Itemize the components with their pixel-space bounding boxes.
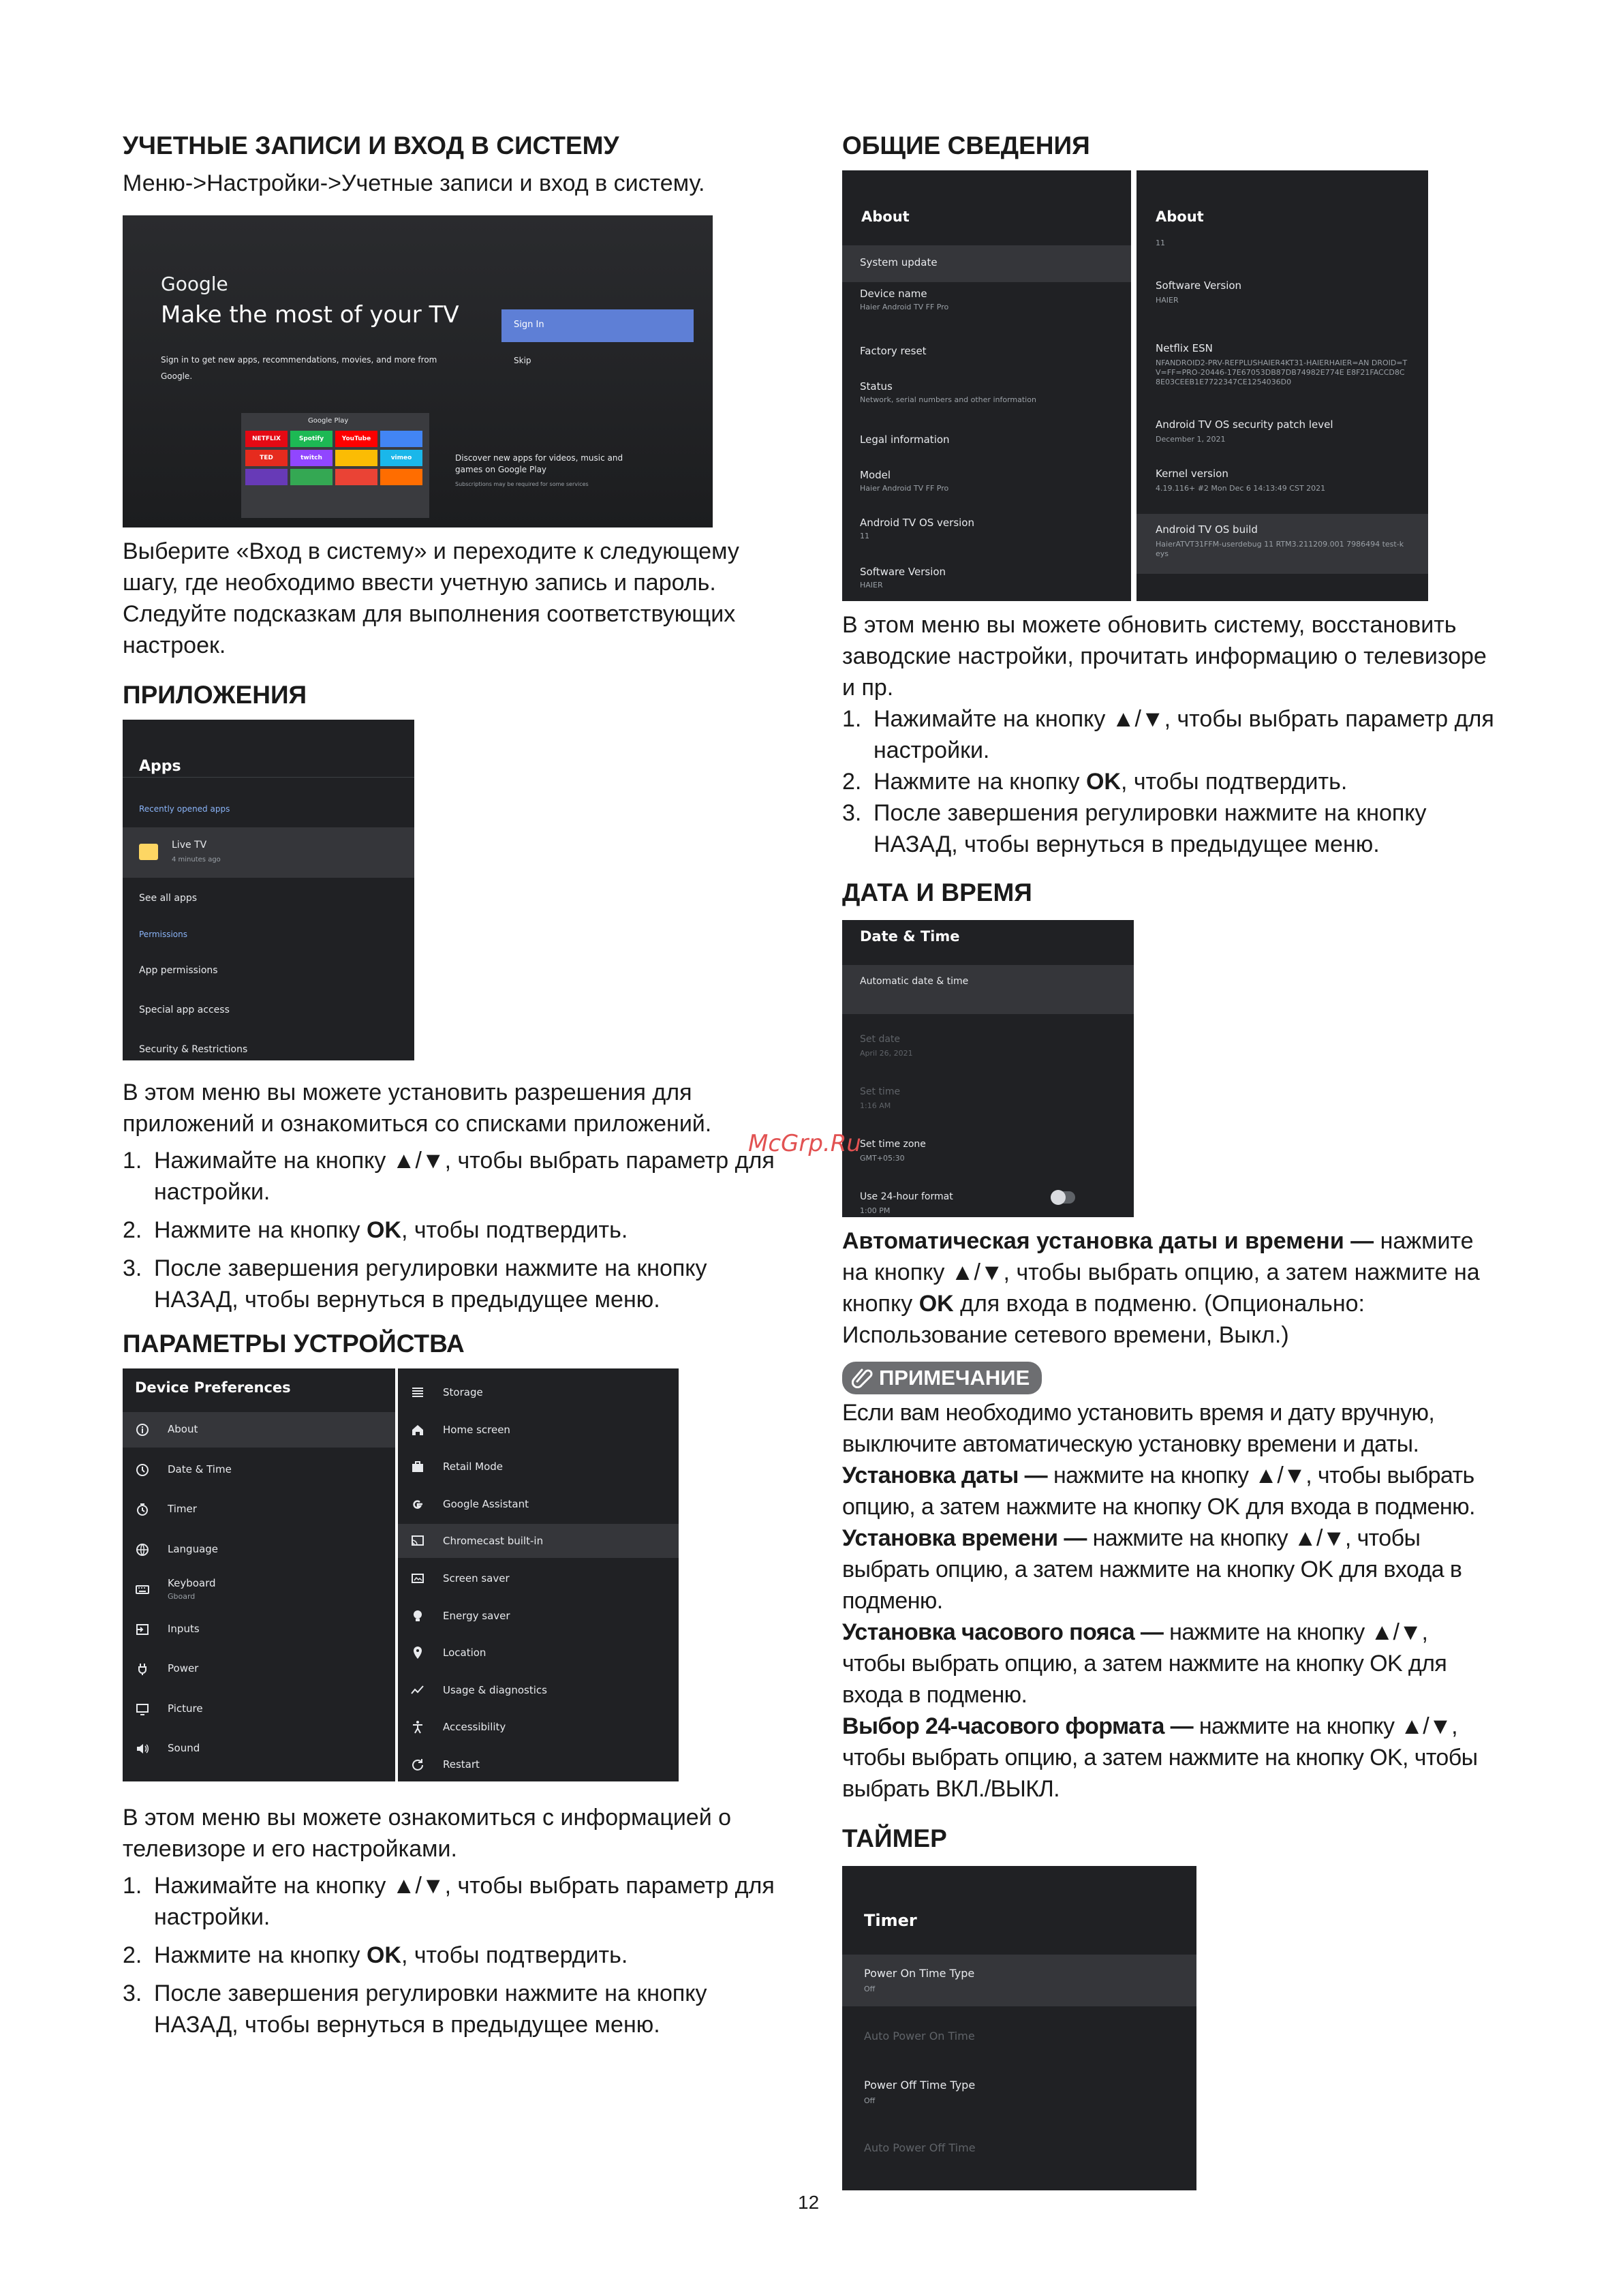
app-tile — [380, 431, 422, 447]
device-pref-item-language[interactable] — [123, 1532, 395, 1567]
device-pref-item-screen-saver[interactable] — [398, 1561, 679, 1595]
device-pref-item-inputs[interactable] — [123, 1612, 395, 1647]
see-all-apps[interactable]: See all apps — [139, 893, 198, 904]
app-tile — [380, 469, 422, 485]
device-pref-label: Timer — [168, 1503, 197, 1515]
storage-icon — [410, 1385, 425, 1400]
page-number: 12 — [798, 2192, 820, 2213]
auto-date-time-paragraph: Автоматическая установка даты и времени — нажмите на кнопку ▲/▼, чтобы выбрать опцию, а затем нажмите на кнопку OK для входа в подменю. (Опционально: Использование сетевого времени, Выкл.) — [842, 1228, 1480, 1348]
device-pref-item-storage[interactable] — [398, 1375, 679, 1409]
device-pref-label: Screen saver — [443, 1572, 510, 1585]
date-time-item-use-24-hour-format[interactable] — [842, 1175, 1134, 1217]
date-time-item-set-date — [842, 1017, 1134, 1067]
device-pref-item-timer[interactable] — [123, 1492, 395, 1527]
device-pref-item-usage-diagnostics[interactable] — [398, 1673, 679, 1707]
app-tile: TED — [245, 450, 288, 466]
monitor-icon — [135, 1702, 150, 1717]
app-tile: YouTube — [335, 431, 377, 447]
device-preferences-left-screen — [123, 1368, 395, 1781]
graph-icon — [410, 1683, 425, 1698]
timer-item-label: Power On Time Type — [864, 1967, 975, 1980]
heading-accounts: УЧЕТНЫЕ ЗАПИСИ И ВХОД В СИСТЕМУ — [123, 132, 619, 159]
accounts-description: Выберите «Вход в систему» и переходите к следующему шагу, где необходимо ввести учетную запись и пароль. Следуйте подсказкам для выполнения соответствующих настроек. — [123, 538, 739, 658]
device-pref-item-chromecast-built-in[interactable] — [398, 1524, 679, 1558]
about-item-system-update[interactable] — [842, 245, 1131, 282]
about-item-device-name[interactable] — [842, 282, 1131, 316]
date-time-item-set-time-zone[interactable] — [842, 1122, 1134, 1172]
about-info-android-tv-os-security-patch-level[interactable] — [1137, 409, 1428, 450]
apps-screen — [123, 720, 414, 1060]
about-item-legal-information[interactable] — [842, 423, 1131, 457]
right-column — [842, 128, 1496, 2190]
date-time-item-label: Set time — [860, 1086, 901, 1097]
about-item-label: Factory reset — [860, 345, 927, 357]
permissions-header: Permissions — [139, 930, 187, 939]
globe-icon — [135, 1542, 150, 1557]
screenshot-timer — [842, 1866, 1196, 2190]
home-icon — [410, 1422, 425, 1437]
date-time-item-label: Automatic date & time — [860, 976, 969, 987]
cast-icon — [410, 1533, 425, 1548]
about-item-sub: 11 — [860, 532, 869, 540]
device-pref-label: Google Assistant — [443, 1497, 529, 1510]
paperclip-icon — [852, 1368, 875, 1388]
heading-timer: ТАЙМЕР — [842, 1824, 947, 1852]
app-tile-grid — [245, 431, 427, 485]
app-permissions-item[interactable]: App permissions — [139, 965, 218, 976]
date-time-item-label: Set date — [860, 1034, 901, 1045]
device-pref-label: Accessibility — [443, 1721, 506, 1734]
subscriptions-text: Subscriptions may be required for some services — [455, 481, 589, 487]
device-pref-label: Keyboard — [168, 1577, 216, 1589]
heading-device-preferences: ПАРАМЕТРЫ УСТРОЙСТВА — [123, 1330, 465, 1358]
device-pref-label: Location — [443, 1647, 486, 1659]
about-item-software-version[interactable] — [842, 560, 1131, 594]
timer-item-sub: Off — [864, 2096, 876, 2105]
device-step-1: 1. Нажимайте на кнопку ▲/▼, чтобы выбрать параметр для настройки. — [123, 1873, 775, 1930]
info-icon — [135, 1422, 150, 1437]
google-signin-screen — [123, 215, 713, 527]
about-info-software-version[interactable] — [1137, 270, 1428, 311]
device-pref-label: About — [168, 1423, 198, 1435]
app-tile: vimeo — [380, 450, 422, 466]
about-item-label: Model — [860, 469, 891, 481]
timer-screen — [842, 1866, 1196, 2190]
about-step-2: 2. Нажмите на кнопку OK, чтобы подтвердить. — [842, 769, 1348, 795]
timer-item-label: Auto Power On Time — [864, 2030, 975, 2042]
timer-item-sub: Off — [864, 1985, 876, 1993]
about-top-sub: 11 — [1156, 239, 1165, 247]
about-info-value: 4.19.116+ #2 Mon Dec 6 14:13:49 CST 2021 — [1156, 484, 1326, 493]
date-time-setting-1: Установка даты — нажмите на кнопку ▲/▼, чтобы выбрать опцию, а затем нажмите на кнопку OK для входа в подменю. — [842, 1463, 1475, 1520]
signin-text: Sign in to get new apps, recommendations, movies, and more from Google. — [161, 355, 437, 381]
device-pref-item-location[interactable] — [398, 1636, 679, 1670]
timer-item-power-on-time-type[interactable] — [842, 1955, 1196, 2006]
device-pref-item-sound[interactable] — [123, 1731, 395, 1766]
about-item-status[interactable] — [842, 375, 1131, 409]
heading-date-time: ДАТА И ВРЕМЯ — [842, 878, 1032, 906]
about-info-value: HAIER — [1156, 296, 1179, 305]
date-time-title: Date & Time — [860, 928, 960, 945]
about-info-label: Netflix ESN — [1156, 342, 1213, 354]
toggle-knob — [1051, 1190, 1066, 1205]
device-pref-label: Language — [168, 1542, 219, 1555]
bulb-icon — [410, 1608, 425, 1623]
device-pref-label: Sound — [168, 1742, 200, 1754]
device-pref-label: Chromecast built-in — [443, 1535, 544, 1548]
app-tile — [290, 469, 333, 485]
watermark: McGrp.Ru — [748, 1130, 861, 1157]
apps-description: В этом меню вы можете установить разрешения для приложений и ознакомиться со списками приложений. — [123, 1080, 712, 1137]
power-plug-icon — [135, 1662, 150, 1677]
about-item-android-tv-os-version[interactable] — [842, 511, 1131, 545]
24-hour-toggle[interactable] — [1051, 1191, 1075, 1204]
about-step-1: 1. Нажимайте на кнопку ▲/▼, чтобы выбрать параметр для настройки. — [842, 706, 1494, 763]
device-pref-label: Restart — [443, 1758, 480, 1771]
speaker-icon — [135, 1741, 150, 1756]
restart-icon — [410, 1757, 425, 1772]
about-step-3: 3. После завершения регулировки нажмите на кнопку НАЗАД, чтобы вернуться в предыдущее меню. — [842, 800, 1427, 857]
device-pref-item-date-time[interactable] — [123, 1452, 395, 1488]
device-pref-item-keyboard[interactable] — [123, 1572, 395, 1607]
screenshot-about — [842, 170, 1428, 601]
clock-icon — [135, 1463, 150, 1478]
about-right-screen — [1137, 170, 1428, 601]
timer-title: Timer — [864, 1911, 917, 1930]
about-steps — [842, 703, 1496, 860]
apps-step-2: 2. Нажмите на кнопку OK, чтобы подтвердить. — [123, 1217, 628, 1243]
about-title: About — [861, 209, 910, 225]
app-tile: Spotify — [290, 431, 333, 447]
about-item-label: Status — [860, 380, 893, 393]
about-info-label: Kernel version — [1156, 468, 1228, 480]
device-pref-item-retail-mode[interactable] — [398, 1450, 679, 1484]
device-pref-item-accessibility[interactable] — [398, 1710, 679, 1744]
special-app-access-item[interactable]: Special app access — [139, 1005, 230, 1015]
date-time-setting-4: Выбор 24-часового формата — нажмите на кнопку ▲/▼, чтобы выбрать опцию, а затем нажмите на кнопку OK, чтобы выбрать ВКЛ./ВЫКЛ. — [842, 1713, 1478, 1802]
recent-apps-header: Recently opened apps — [139, 804, 230, 814]
skip-button[interactable]: Skip — [514, 356, 531, 365]
device-pref-item-about[interactable] — [123, 1412, 395, 1448]
apps-title: Apps — [139, 758, 181, 775]
retail-icon — [410, 1459, 425, 1474]
google-logo: Google — [161, 273, 228, 295]
device-pref-item-power[interactable] — [123, 1651, 395, 1687]
security-restrictions-item[interactable]: Security & Restrictions — [139, 1044, 248, 1055]
timer-item-auto-power-on-time — [842, 2010, 1196, 2062]
screenshot-device-preferences — [123, 1368, 679, 1783]
about-item-model[interactable] — [842, 463, 1131, 498]
device-pref-item-home-screen[interactable] — [398, 1413, 679, 1447]
date-time-item-label: Set time zone — [860, 1139, 926, 1150]
device-preferences-right-screen — [398, 1368, 679, 1781]
device-pref-item-picture[interactable] — [123, 1692, 395, 1727]
about-info-android-tv-os-build[interactable] — [1137, 514, 1428, 574]
date-time-item-automatic-date-time[interactable] — [842, 965, 1134, 1014]
device-pref-label: Energy saver — [443, 1609, 510, 1622]
app-tile: twitch — [290, 450, 333, 466]
signin-headline: Make the most of your TV — [161, 301, 459, 328]
about-item-label: Device name — [860, 288, 927, 300]
date-time-item-sub: April 26, 2021 — [860, 1049, 913, 1058]
timer-item-label: Auto Power Off Time — [864, 2141, 976, 2154]
timer-item-label: Power Off Time Type — [864, 2079, 976, 2092]
device-pref-item-google-assistant[interactable] — [398, 1487, 679, 1521]
note-badge: ПРИМЕЧАНИЕ — [842, 1362, 1042, 1394]
timer-item-auto-power-off-time — [842, 2122, 1196, 2174]
device-pref-item-restart[interactable] — [398, 1747, 679, 1781]
about-info-kernel-version[interactable] — [1137, 458, 1428, 506]
keyboard-icon — [135, 1582, 150, 1597]
date-time-setting-3: Установка часового пояса — нажмите на кнопку ▲/▼, чтобы выбрать опцию, а затем нажмите на кнопку OK для входа в подменю. — [842, 1619, 1447, 1708]
note-text: Если вам необходимо установить время и дату вручную, выключите автоматическую установку времени и даты. — [842, 1400, 1435, 1457]
date-time-settings — [842, 1460, 1496, 1805]
date-time-item-sub: 1:00 PM — [860, 1206, 891, 1215]
app-tile: NETFLIX — [245, 431, 288, 447]
device-pref-label: Date & Time — [168, 1463, 232, 1475]
screenshot-date-time — [842, 920, 1134, 1217]
device-description: В этом меню вы можете ознакомиться с информацией о телевизоре и его настройками. — [123, 1805, 732, 1862]
about-item-label: Legal information — [860, 433, 950, 446]
about-info-label: Android TV OS security patch level — [1156, 418, 1333, 431]
about-item-label: Android TV OS version — [860, 517, 974, 529]
app-tile — [335, 450, 377, 466]
apps-step-3: 3. После завершения регулировки нажмите на кнопку НАЗАД, чтобы вернуться в предыдущее меню. — [123, 1255, 707, 1313]
about-description: В этом меню вы можете обновить систему, восстановить заводские настройки, прочитать информацию о телевизоре и пр. — [842, 612, 1487, 701]
about-info-label: Android TV OS build — [1156, 523, 1258, 536]
heading-apps: ПРИЛОЖЕНИЯ — [123, 681, 307, 709]
about-item-sub: Network, serial numbers and other information — [860, 395, 1036, 404]
about-item-sub: Haier Android TV FF Pro — [860, 303, 949, 311]
google-play-label: Google Play — [308, 417, 349, 425]
sign-in-button[interactable]: Sign In — [501, 309, 694, 342]
about-item-label: Software Version — [860, 566, 946, 578]
accessibility-icon — [410, 1719, 425, 1734]
apps-steps — [123, 1145, 777, 1315]
apps-divider — [123, 777, 414, 778]
screenshot-apps — [123, 720, 414, 1060]
about-info-value: HaierATVT31FFM-userdebug 11 RTM3.211209.001 7986494 test-keys — [1156, 540, 1404, 558]
input-icon — [135, 1622, 150, 1637]
date-time-item-sub: GMT+05:30 — [860, 1154, 905, 1163]
date-time-item-set-time — [842, 1070, 1134, 1119]
date-time-screen — [842, 920, 1134, 1217]
device-pref-sub: Gboard — [168, 1592, 196, 1601]
date-time-setting-2: Установка времени — нажмите на кнопку ▲/▼, чтобы выбрать опцию, а затем нажмите на кнопку OK для входа в подменю. — [842, 1525, 1462, 1614]
app-tile — [245, 469, 288, 485]
apps-step-1: 1. Нажимайте на кнопку ▲/▼, чтобы выбрать параметр для настройки. — [123, 1148, 775, 1205]
about-info-value: NFANDROID2-PRV-REFPLUSHAIER4KT31-HAIERHAIER=AN DROID=TV=FF=PRO-20446-17E67053DB87DB74982E774E E8F21FACCD8C8E03CEEB1E7722347CE1254036D0 — [1156, 358, 1408, 386]
about-left-screen — [842, 170, 1131, 601]
device-pref-item-energy-saver[interactable] — [398, 1599, 679, 1633]
about-item-factory-reset[interactable] — [842, 334, 1131, 368]
app-tile — [335, 469, 377, 485]
note-box — [842, 1362, 1496, 1394]
device-pref-label: Home screen — [443, 1423, 510, 1436]
screensaver-icon — [410, 1571, 425, 1586]
device-step-3: 3. После завершения регулировки нажмите на кнопку НАЗАД, чтобы вернуться в предыдущее меню. — [123, 1980, 707, 2038]
device-pref-label: Inputs — [168, 1622, 200, 1635]
device-steps — [123, 1870, 777, 2040]
live-tv-icon — [139, 844, 158, 860]
device-pref-label: Power — [168, 1662, 199, 1674]
device-preferences-title: Device Preferences — [135, 1379, 291, 1396]
device-pref-label: Retail Mode — [443, 1460, 504, 1473]
device-pref-label: Picture — [168, 1702, 203, 1715]
about-info-netflix-esn[interactable] — [1137, 333, 1428, 401]
location-icon — [410, 1645, 425, 1660]
timer-item-power-off-time-type[interactable] — [842, 2066, 1196, 2118]
heading-about: ОБЩИЕ СВЕДЕНИЯ — [842, 132, 1090, 159]
about-item-sub: HAIER — [860, 581, 883, 590]
date-time-item-label: Use 24-hour format — [860, 1191, 953, 1202]
timer-icon — [135, 1502, 150, 1517]
left-column — [123, 128, 777, 2047]
about-item-sub: Haier Android TV FF Pro — [860, 484, 949, 493]
google-play-panel — [241, 413, 429, 518]
about-info-value: December 1, 2021 — [1156, 435, 1226, 444]
google-icon — [410, 1497, 425, 1512]
device-pref-label: Storage — [443, 1386, 483, 1398]
about-right-title: About — [1156, 209, 1204, 225]
about-info-label: Software Version — [1156, 279, 1242, 292]
device-pref-label: Usage & diagnostics — [443, 1683, 547, 1696]
accounts-menu-path: Меню->Настройки->Учетные записи и вход в систему. — [123, 170, 705, 196]
about-item-label: System update — [860, 256, 938, 269]
date-time-item-sub: 1:16 AM — [860, 1101, 891, 1110]
discover-text: Discover new apps for videos, music and games on Google Play — [455, 453, 623, 474]
live-tv-item[interactable]: Live TV 4 minutes ago — [123, 827, 414, 878]
device-step-2: 2. Нажмите на кнопку OK, чтобы подтвердить. — [123, 1942, 628, 1968]
screenshot-google-signin — [123, 215, 713, 527]
